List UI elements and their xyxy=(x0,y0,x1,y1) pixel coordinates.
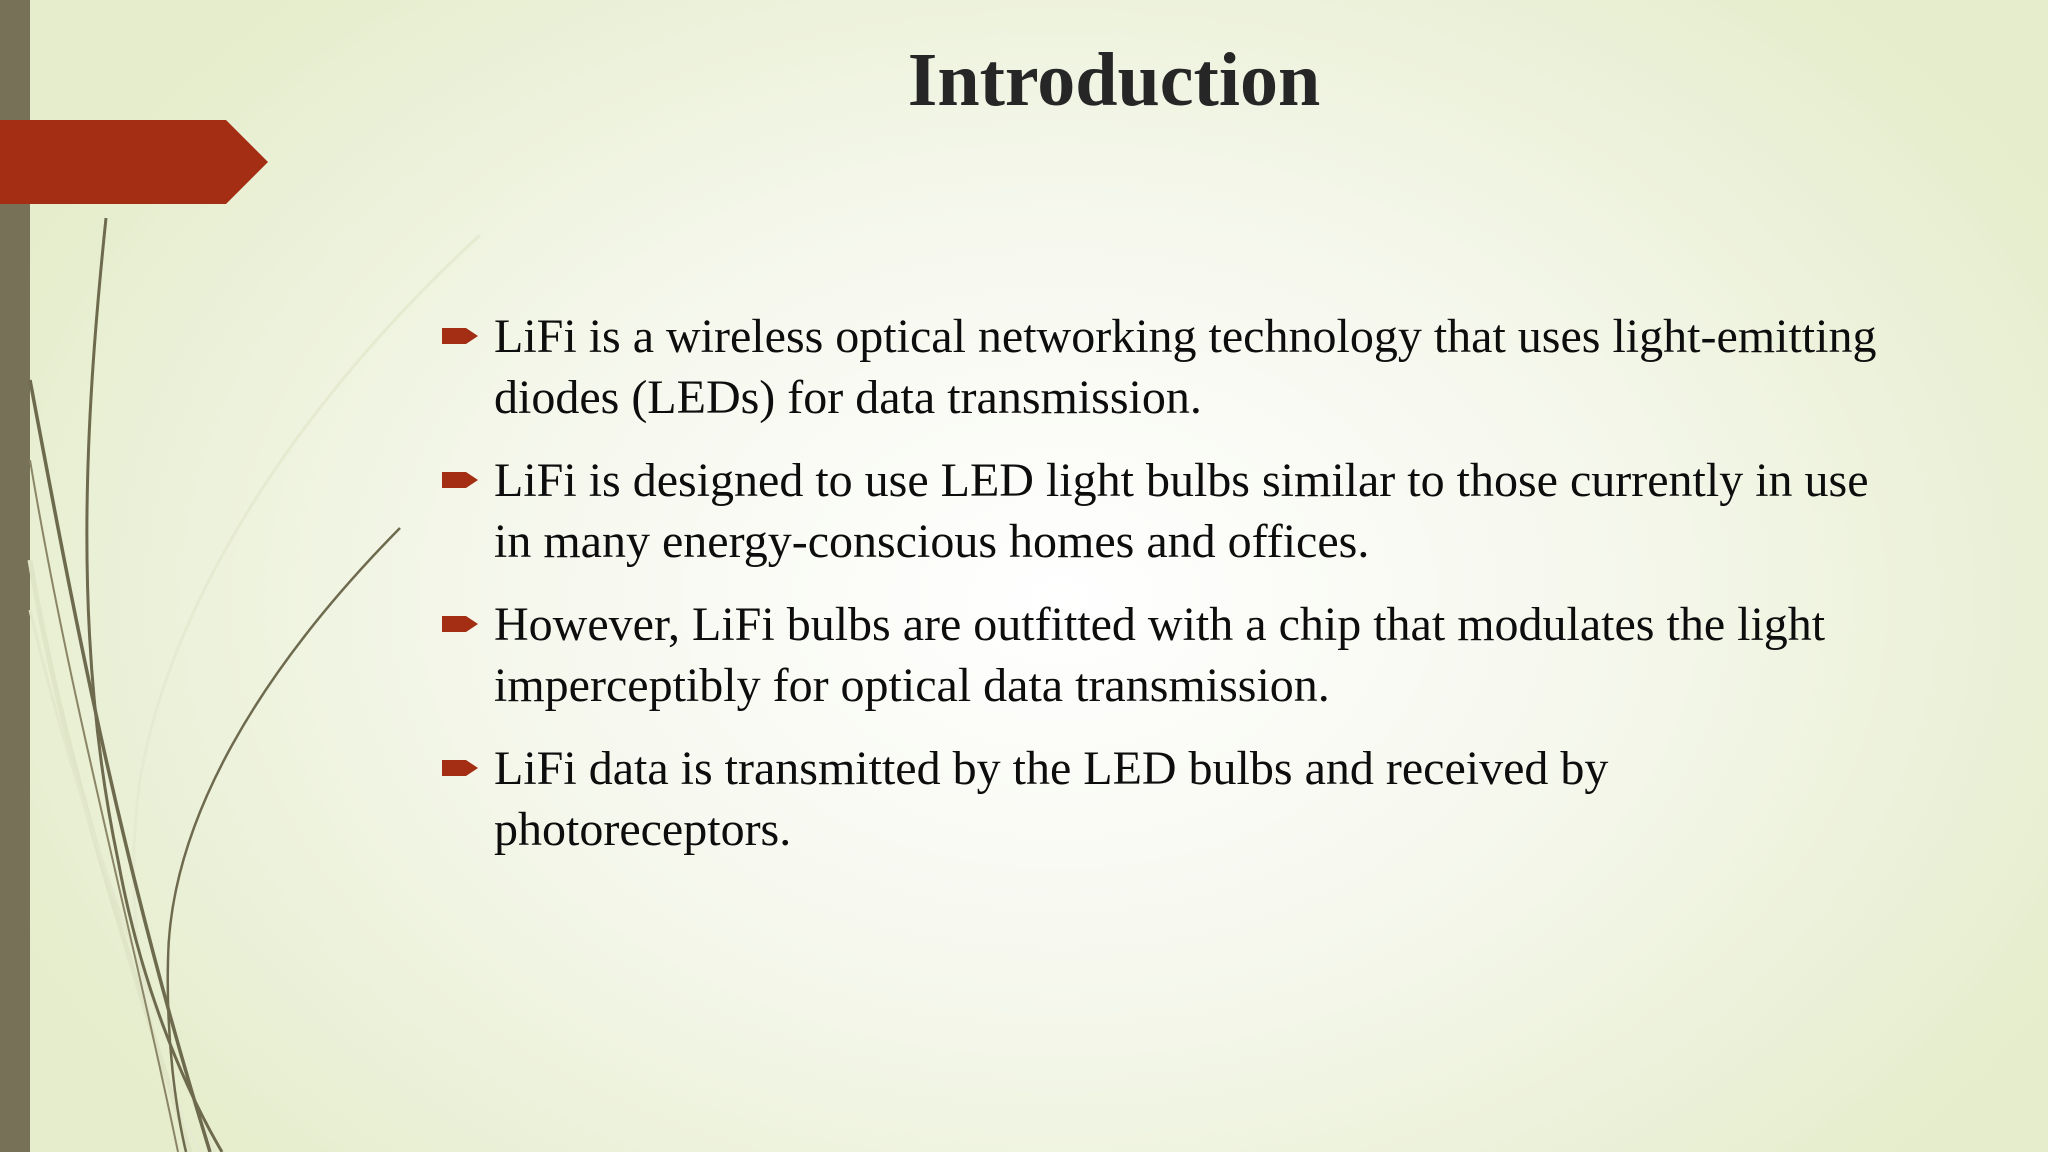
decorative-curve-4 xyxy=(30,460,178,1152)
bullet-text: LiFi is a wireless optical networking technology that uses light-emitting diodes (LEDs) for data transmission. xyxy=(494,310,1877,424)
decorative-curve-pale-1 xyxy=(134,235,480,1152)
bullet-text: LiFi data is transmitted by the LED bulbs and received by photoreceptors. xyxy=(494,742,1609,856)
bullet-list xyxy=(440,306,1910,882)
arrow-right-icon xyxy=(440,324,480,348)
bullet-item xyxy=(440,306,1910,428)
arrow-right-icon xyxy=(440,468,480,492)
slide-title: Introduction xyxy=(907,38,1321,122)
bullet-item xyxy=(440,450,1910,572)
accent-banner-shape xyxy=(0,120,268,204)
bullet-item xyxy=(440,738,1910,860)
bullet-text: However, LiFi bulbs are outfitted with a chip that modulates the light imperceptibly for optical data transmission. xyxy=(494,598,1826,712)
decorative-curve-pale-2 xyxy=(30,560,190,1152)
decorative-curve-2 xyxy=(30,380,210,1152)
bullet-item xyxy=(440,594,1910,716)
arrow-right-icon xyxy=(440,612,480,636)
bullet-text: LiFi is designed to use LED light bulbs similar to those currently in use in many energy-conscious homes and offices. xyxy=(494,454,1869,568)
decorative-curve-1 xyxy=(87,218,222,1152)
decorative-curve-3 xyxy=(168,528,400,1152)
arrow-right-icon xyxy=(440,756,480,780)
